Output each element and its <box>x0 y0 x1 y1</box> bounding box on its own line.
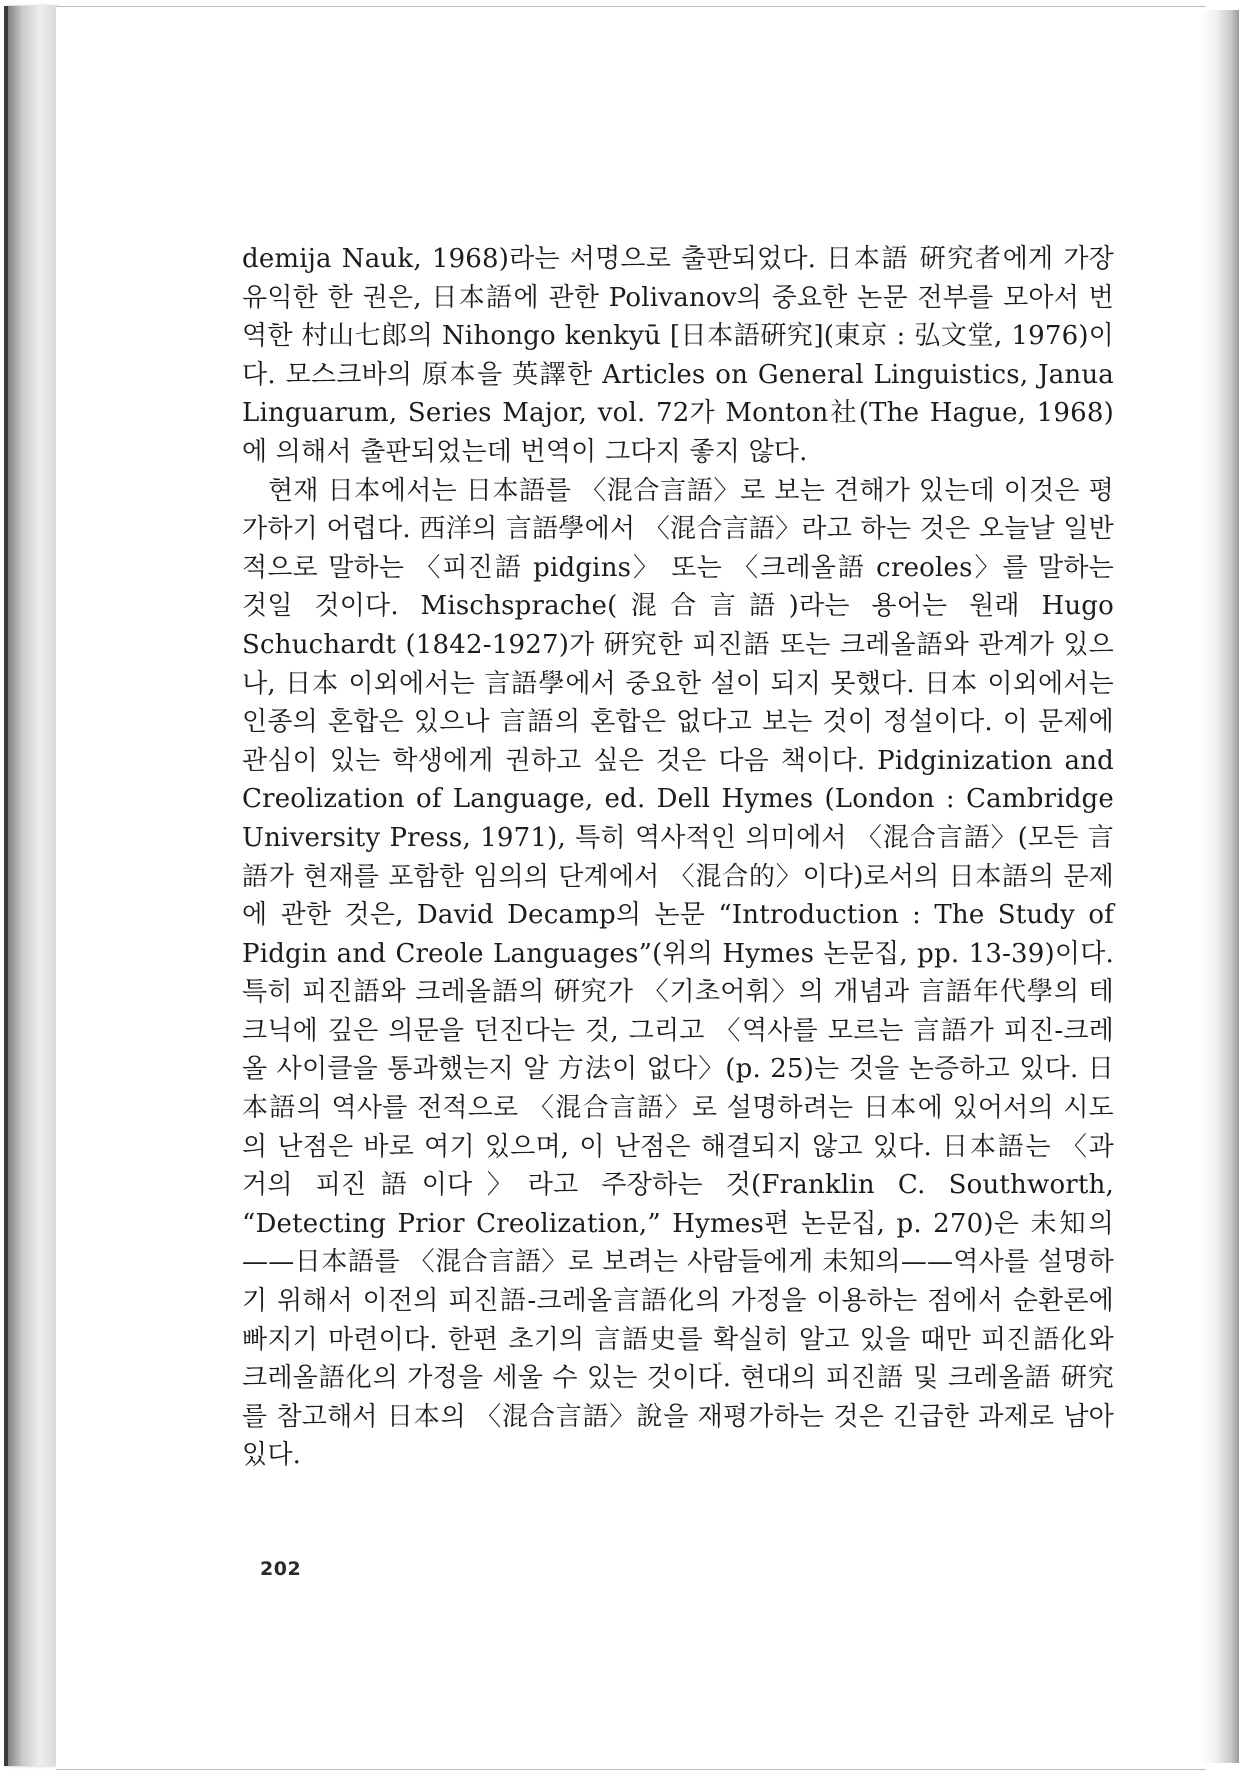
body-text <box>242 240 1114 1475</box>
page-edge-shadow <box>1201 10 1239 1763</box>
paragraph-1: demija Nauk, 1968)라는 서명으로 출판되었다. 日本語 硏究者에게 가장 유익한 한 권은, 日本語에 관한 Polivanov의 중요한 논문 전부를 모아서 번역한 村山七郎의 Nihongo kenkyū [日本語硏究](東京 : 弘文堂, 1976)이다. 모스크바의 原本을 英譯한 Articles on General Linguistics, Janua Linguarum, Series Major, vol. 72가 Monton社(The Hague, 1968)에 의해서 출판되었는데 번역이 그다지 좋지 않다. <box>242 244 1114 467</box>
page-number: 202 <box>260 1558 302 1580</box>
book-spine <box>4 6 56 1766</box>
paragraph-2: 현재 日本에서는 日本語를 〈混合言語〉로 보는 견해가 있는데 이것은 평가하기 어렵다. 西洋의 言語學에서 〈混合言語〉라고 하는 것은 오늘날 일반적으로 말하는 〈피진語 pidgins〉 또는 〈크레올語 creoles〉를 말하는 것일 것이다. Mischsprache(混合言語)라는 용어는 원래 Hugo Schuchardt (1842-1927)가 硏究한 피진語 또는 크레올語와 관계가 있으나, 日本 이외에서는 言語學에서 중요한 설이 되지 못했다. 日本 이외에서는 인종의 혼합은 있으나 言語의 혼합은 없다고 보는 것이 정설이다. 이 문제에 관심이 있는 학생에게 권하고 싶은 것은 다음 책이다. Pidginization and Creolization of Language, ed. Dell Hymes (London : Cambridge University Press, 1971), 특히 역사적인 의미에서 〈混合言語〉(모든 言語가 현재를 포함한 임의의 단계에서 〈混合的〉이다)로서의 日本語의 문제에 관한 것은, David Decamp의 논문 “Introduction : The Study of Pidgin and Creole Languages”(위의 Hymes 논문집, pp. 13-39)이다. 특히 피진語와 크레올語의 硏究가 〈기초어휘〉의 개념과 言語年代學의 테크닉에 깊은 의문을 던진다는 것, 그리고 〈역사를 모르는 言語가 피진-크레올 사이클을 통과했는지 알 方法이 없다〉(p. 25)는 것을 논증하고 있다. 日本語의 역사를 전적으로 〈混合言語〉로 설명하려는 日本에 있어서의 시도의 난점은 바로 여기 있으며, 이 난점은 해결되지 않고 있다. 日本語는 〈과거의 피진語이다〉라고 주장하는 것(Franklin C. Southworth, “Detecting Prior Creolization,” Hymes편 논문집, p. 270)은 未知의——日本語를 〈混合言語〉로 보려는 사람들에게 未知의——역사를 설명하기 위해서 이전의 피진語-크레올言語化의 가정을 이용하는 점에서 순환론에 빠지기 마련이다. 한편 초기의 言語史를 확실히 알고 있을 때만 피진語化와 크레올語化의 가정을 세울 수 있는 것이다. 현대의 피진語 및 크레올語 硏究를 참고해서 日本의 〈混合言語〉說을 재평가하는 것은 긴급한 과제로 남아 있다. <box>242 475 1114 1471</box>
